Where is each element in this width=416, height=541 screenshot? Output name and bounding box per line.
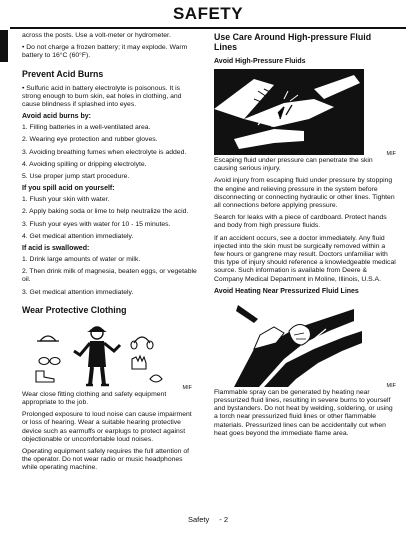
avoid-item: 5. Use proper jump start procedure.	[22, 173, 130, 181]
avoid-acid-subheading: Avoid acid burns by:	[22, 113, 91, 121]
page-number: - 2	[219, 515, 229, 524]
spill-item: 2. Apply baking soda or lime to help neutralize the acid.	[22, 208, 189, 216]
heating-near-lines-illustration	[214, 299, 396, 387]
avoid-item: 1. Filling batteries in a well-ventilated area.	[22, 124, 151, 132]
torch-and-lines-figure	[214, 299, 364, 387]
page-header	[0, 0, 416, 28]
page-footer	[0, 515, 416, 524]
worker-with-ppe-figure	[22, 321, 172, 389]
spill-acid-subheading: If you spill acid on yourself:	[22, 185, 115, 193]
spill-item: 1. Flush your skin with water.	[22, 196, 110, 204]
intro-line: across the posts. Use a volt-meter or hydrometer.	[22, 32, 171, 39]
avoid-heating-subheading: Avoid Heating Near Pressurized Fluid Lines	[214, 287, 359, 295]
clothing-para: Wear close fitting clothing and safety equipment appropriate to the job.	[22, 390, 167, 407]
section-tab-marker	[0, 30, 8, 62]
swallow-item: 1. Drink large amounts of water or milk.	[22, 256, 141, 264]
swallow-item: 2. Then drink milk of magnesia, beaten eggs, or vegetable oil.	[22, 268, 197, 284]
clothing-para: Operating equipment safely requires the full attention of the operator. Do not wear radio or music headphones while operating machine.	[22, 448, 190, 472]
acid-warning-text: • Sulfuric acid in battery electrolyte is poisonous. It is strong enough to burn skin, eat holes in clothing, and cause blindness if splashed into eyes.	[22, 84, 182, 109]
header-rule	[10, 27, 406, 29]
clothing-para: Prolonged exposure to loud noise can cause impairment or loss of hearing. Wear a suitable hearing protective device such as earmuffs or earplugs to protect against objectionable or uncomfortable loud noises.	[22, 411, 192, 443]
acid-burns-heading: Prevent Acid Burns	[22, 68, 104, 79]
avoid-item: 4. Avoiding spilling or dripping electrolyte.	[22, 160, 147, 168]
figure-code-label: MIF	[386, 382, 396, 389]
avoid-item: 2. Wearing eye protection and rubber gloves.	[22, 136, 158, 144]
page-title: SAFETY	[172, 4, 244, 23]
intro-bullet: • Do not charge a frozen battery; it may explode. Warm battery to 16°C (60°F).	[22, 44, 188, 60]
fluid-lines-heading: Use Care Around High-pressure Fluid Lines	[214, 32, 372, 52]
swallow-item: 3. Get medical attention immediately.	[22, 288, 134, 296]
hand-and-hose-figure	[214, 69, 364, 155]
heating-para: Flammable spray can be generated by heating near pressurized fluid lines, resulting in severe burns to yourself and bystanders. Do not heat by welding, soldering, or using a torch near pressurized fluid lines or other flammable materials. Pressurized lines can be accidentally cut when heat goes beyond the immediate flame area.	[214, 388, 393, 437]
figure-code-label: MIF	[386, 151, 396, 157]
swallow-acid-subheading: If acid is swallowed:	[22, 245, 90, 253]
high-pressure-fluid-illustration	[214, 69, 396, 155]
fluid-para: Escaping fluid under pressure can penetrate the skin causing serious injury.	[214, 157, 373, 173]
right-column	[214, 32, 396, 442]
spill-item: 3. Flush your eyes with water for 10 - 15 minutes.	[22, 220, 171, 228]
avoid-high-pressure-subheading: Avoid High-Pressure Fluids	[214, 58, 306, 65]
figure-code-label: MIF	[182, 384, 192, 391]
fluid-para: Search for leaks with a piece of cardboard. Protect hands and body from high pressure fluids.	[214, 214, 387, 230]
spill-item: 4. Get medical attention immediately.	[22, 232, 134, 240]
avoid-item: 3. Avoiding breathing fumes when electrolyte is added.	[22, 148, 187, 156]
footer-section-label: Safety	[187, 515, 210, 524]
protective-clothing-heading: Wear Protective Clothing	[22, 304, 127, 315]
fluid-para: If an accident occurs, see a doctor immediately. Any fluid injected into the skin must be surgically removed within a few hours or gangrene may result. Doctors unfamiliar with this type of injury should reference a knowledgeable medical source. Such information is available from Deere & Company Medical Department in Moline, Illinois, U.S.A.	[214, 234, 396, 283]
fluid-para: Avoid injury from escaping fluid under pressure by stopping the engine and relieving pressure in the system before disconnecting or connecting hydraulic or other lines. Tighten all connections before applying pressure.	[214, 177, 395, 210]
left-column	[22, 32, 198, 477]
protective-clothing-illustration	[22, 321, 192, 389]
